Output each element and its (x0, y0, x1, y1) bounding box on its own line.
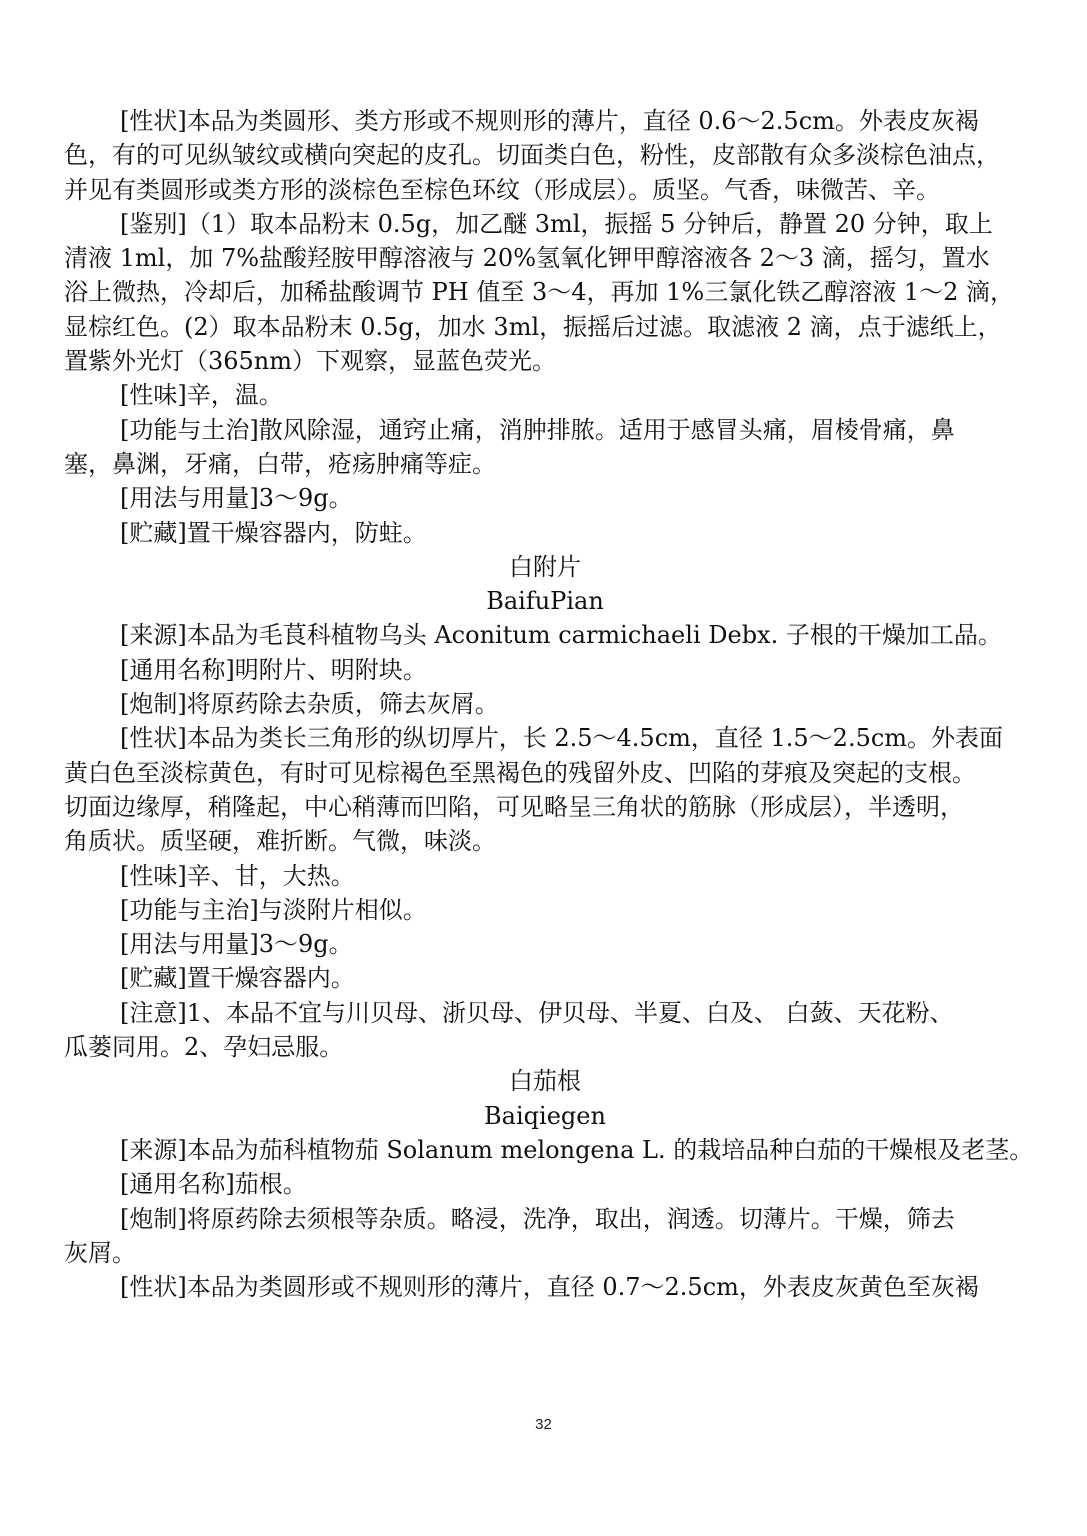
text-line: [性状]本品为类圆形或不规则形的薄片，直径 0.7～2.5cm，外表皮灰黄色至灰褐 (120, 1273, 979, 1302)
section-title: 白附片 (509, 552, 581, 581)
text-line: [性状]本品为类长三角形的纵切厚片，长 2.5～4.5cm，直径 1.5～2.5cm。外表面 (120, 724, 1004, 753)
text-line: 黄白色至淡棕黄色，有时可见棕褐色至黑褐色的残留外皮、凹陷的芽痕及突起的支根。 (64, 758, 976, 787)
text-line: [性状]本品为类圆形、类方形或不规则形的薄片，直径 0.6～2.5cm。外表皮灰褐 (120, 107, 979, 135)
text-line: [功能与主治]与淡附片相似。 (120, 895, 427, 924)
text-line: 显棕红色。(2）取本品粉末 0.5g，加水 3ml，振摇后过滤。取滤液 2 滴，点于滤纸上， (64, 312, 1002, 341)
text-line: [通用名称]茄根。 (120, 1170, 307, 1199)
text-line: [注意]1、本品不宜与川贝母、浙贝母、伊贝母、半夏、白及、 白蔹、天花粉、 (120, 998, 954, 1027)
section-title: 白茄根 (509, 1067, 581, 1096)
section-pinyin: Baiqiegen (484, 1101, 606, 1130)
text-line: [炮制]将原药除去须根等杂质。略浸，洗净，取出，润透。切薄片。干燥，筛去 (120, 1204, 955, 1233)
text-line: 角质状。质坚硬，难折断。气微，味淡。 (64, 827, 496, 856)
text-line: [用法与用量]3～9g。 (120, 930, 353, 959)
text-line: [贮藏]置干燥容器内。 (120, 964, 355, 993)
text-line: [性味]辛，温。 (120, 381, 283, 410)
text-line: 清液 1ml，加 7%盐酸羟胺甲醇溶液与 20%氢氧化钾甲醇溶液各 2～3 滴，摇匀，置水 (64, 244, 990, 273)
text-line: 并见有类圆形或类方形的淡棕色至棕色环纹（形成层）。质坚。气香，味微苦、辛。 (64, 175, 940, 204)
text-line: [来源]本品为茄科植物茄 Solanum melongena L. 的栽培品种白茄的干燥根及老茎。 (120, 1135, 1034, 1164)
text-line: 瓜蒌同用。2、孕妇忌服。 (64, 1033, 344, 1062)
text-line: 灰屑。 (64, 1238, 136, 1267)
section-pinyin: BaifuPian (486, 587, 604, 616)
page-body (64, 104, 1034, 1304)
text-line: [来源]本品为毛茛科植物乌头 Aconitum carmichaeli Debx. 子根的干燥加工品。 (120, 621, 1002, 650)
text-line: [通用名称]明附片、明附块。 (120, 655, 427, 684)
text-line: 切面边缘厚，稍隆起，中心稍薄而凹陷，可见略呈三角状的筋脉（形成层），半透明， (64, 792, 964, 821)
text-line: [炮制]将原药除去杂质，筛去灰屑。 (120, 690, 499, 719)
text-line: [贮藏]置干燥容器内，防蛀。 (120, 518, 427, 547)
text-line: 塞，鼻渊，牙痛，白带，疮疡肿痛等症。 (64, 449, 496, 478)
text-line: 置紫外光灯（365nm）下观察，显蓝色荧光。 (64, 347, 557, 376)
text-line: 浴上微热，冷却后，加稀盐酸调节 PH 值至 3～4，再加 1%三氯化铁乙醇溶液 1～2 滴， (64, 278, 1015, 307)
text-line: [性味]辛、甘，大热。 (120, 861, 355, 890)
text-line: [鉴别]（1）取本品粉末 0.5g，加乙醚 3ml，振摇 5 分钟后，静置 20 分钟，取上 (120, 209, 993, 238)
page-number: 32 (535, 1416, 552, 1433)
text-line: 色，有的可见纵皱纹或横向突起的皮孔。切面类白色，粉性，皮部散有众多淡棕色油点， (64, 141, 1000, 170)
text-line: [功能与土治]散风除湿，通窍止痛，消肿排脓。适用于感冒头痛，眉棱骨痛，鼻 (120, 415, 955, 444)
text-line: [用法与用量]3～9g。 (120, 484, 353, 513)
